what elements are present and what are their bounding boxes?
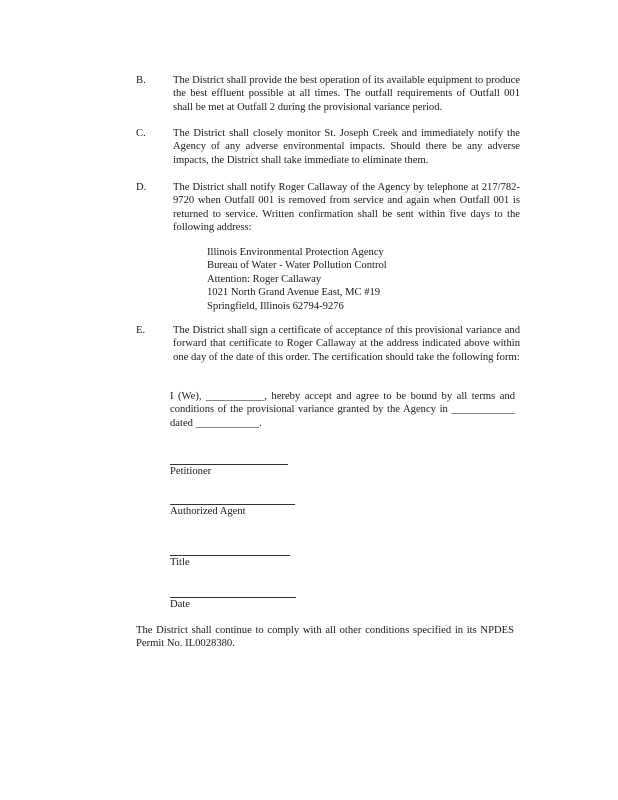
- condition-label: C.: [136, 128, 146, 139]
- signature-line: [170, 455, 288, 465]
- condition-label: E.: [136, 325, 146, 336]
- closing-paragraph: The District shall continue to comply with all other conditions specified in its NPDES Permit No. IL0028380.: [136, 625, 514, 650]
- address-line: 1021 North Grand Avenue East, MC #19: [207, 287, 381, 299]
- signature-date: [170, 588, 296, 611]
- certificate-form: I (We), ___________, hereby accept and agree to be bound by all terms and conditions of the provisional variance granted by the Agency in ____________ dated ____________.: [170, 391, 515, 429]
- signature-title: [170, 546, 290, 569]
- signature-line: [170, 546, 290, 556]
- condition-label: D.: [136, 182, 147, 193]
- agency-address: [207, 246, 387, 313]
- condition-label: B.: [136, 75, 146, 86]
- signature-line: [170, 495, 295, 505]
- condition-text: The District shall provide the best operation of its available equipment to produce the best effluent possible at all times. The outfall requirements of Outfall 001 shall be met at Outfall 2 during the provisional variance period.: [173, 75, 520, 113]
- address-line: Attention: Roger Callaway: [207, 273, 322, 285]
- signature-label: Date: [170, 599, 190, 610]
- signature-petitioner: [170, 455, 288, 478]
- condition-text: The District shall sign a certificate of acceptance of this provisional variance and forward that certificate to Roger Callaway at the address indicated above within one day of the date of this order. The certification should take the following form:: [173, 325, 520, 363]
- condition-text: The District shall closely monitor St. Joseph Creek and immediately notify the Agency of any adverse environmental impacts. Should there be any adverse impacts, the District shall take immediate to eliminate them.: [173, 128, 520, 166]
- address-line: Illinois Environmental Protection Agency: [207, 247, 384, 258]
- address-line: Bureau of Water - Water Pollution Control: [207, 260, 387, 272]
- signature-label: Title: [170, 557, 190, 568]
- signature-authorized-agent: [170, 495, 295, 518]
- signature-label: Authorized Agent: [170, 506, 246, 517]
- address-line: Springfield, Illinois 62794-9276: [207, 300, 344, 312]
- signature-line: [170, 588, 296, 598]
- signature-label: Petitioner: [170, 466, 212, 477]
- condition-text: The District shall notify Roger Callaway of the Agency by telephone at 217/782-9720 when Outfall 001 is removed from service and again when Outfall 001 is returned to service. Written confirmation shall be sent within five days to the following address:: [173, 182, 520, 234]
